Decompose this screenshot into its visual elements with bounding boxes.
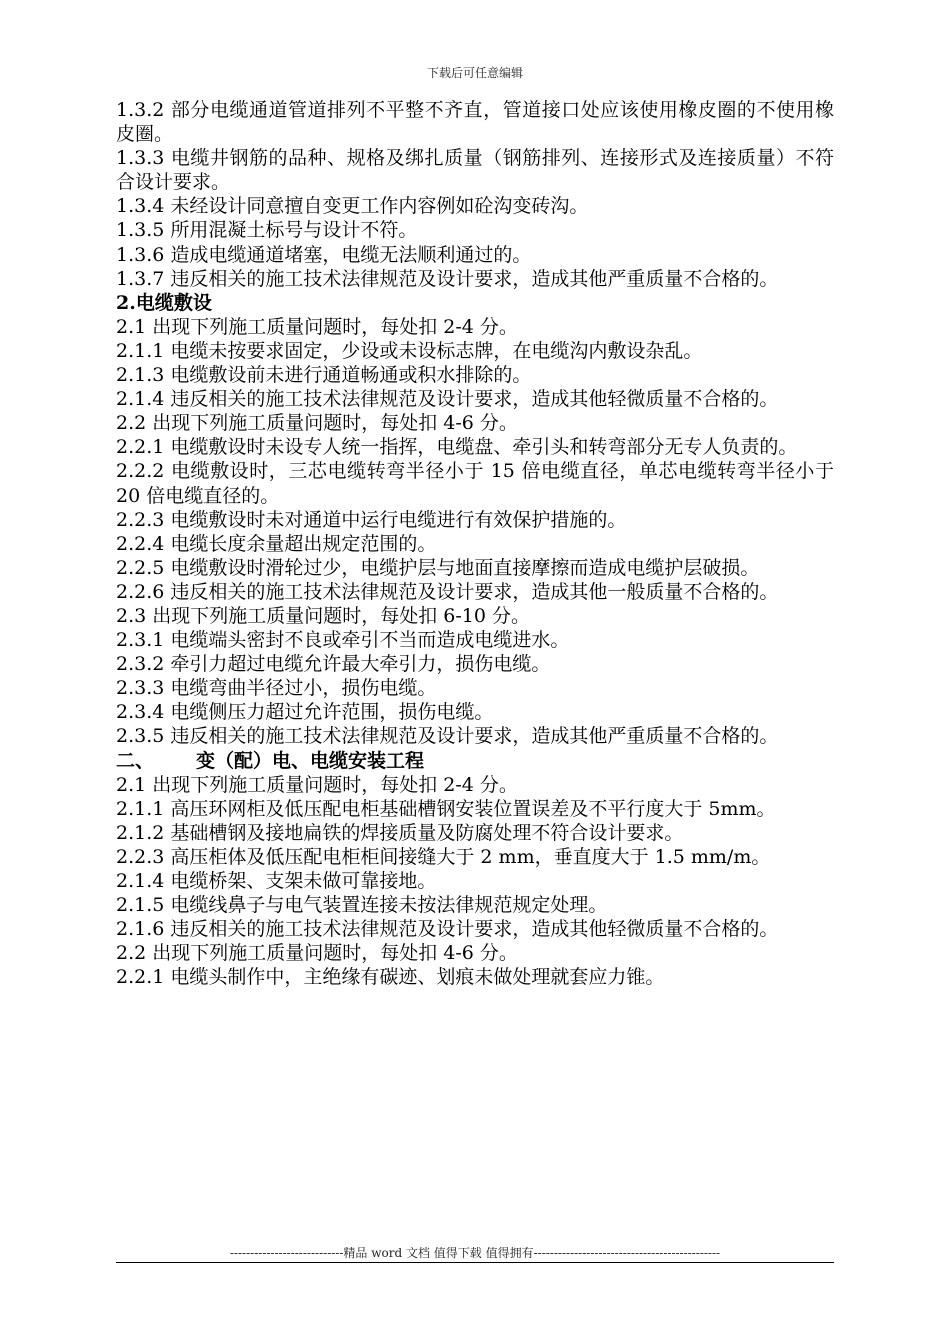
paragraph: 2.2.2 电缆敷设时，三芯电缆转弯半径小于 15 倍电缆直径，单芯电缆转弯半径小于 20 倍电缆直径的。 bbox=[116, 460, 834, 507]
paragraph: 2.2.1 电缆敷设时未设专人统一指挥，电缆盘、牵引头和转弯部分无专人负责的。 bbox=[116, 436, 798, 459]
paragraph: 2.2.3 高压柜体及低压配电柜柜间接缝大于 2 mm，垂直度大于 1.5 mm/m。 bbox=[116, 845, 771, 868]
paragraph: 2.1.1 高压环网柜及低压配电柜基础槽钢安装位置误差及不平行度大于 5mm。 bbox=[116, 797, 776, 820]
paragraph: 2.1 出现下列施工质量问题时，每处扣 2-4 分。 bbox=[116, 315, 518, 338]
chapter-title: 变（配）电、电缆安装工程 bbox=[196, 749, 425, 772]
paragraph: 2.2.6 违反相关的施工技术法律规范及设计要求，造成其他一般质量不合格的。 bbox=[116, 580, 779, 603]
paragraph: 2.3 出现下列施工质量问题时，每处扣 6-10 分。 bbox=[116, 604, 531, 627]
paragraph: 1.3.4 未经设计同意擅自变更工作内容例如砼沟变砖沟。 bbox=[116, 195, 589, 218]
paragraph: 1.3.6 造成电缆通道堵塞，电缆无法顺利通过的。 bbox=[116, 243, 532, 266]
section-heading: 2.电缆敷设 bbox=[116, 291, 212, 314]
footer-divider bbox=[116, 1262, 834, 1263]
paragraph: 1.3.7 违反相关的施工技术法律规范及设计要求，造成其他严重质量不合格的。 bbox=[116, 267, 779, 290]
paragraph: 2.2.5 电缆敷设时滑轮过少，电缆护层与地面直接摩擦而造成电缆护层破损。 bbox=[116, 556, 760, 579]
paragraph: 2.3.4 电缆侧压力超过允许范围，损伤电缆。 bbox=[116, 701, 494, 724]
paragraph: 2.2.3 电缆敷设时未对通道中运行电缆进行有效保护措施的。 bbox=[116, 508, 627, 531]
paragraph: 2.2.1 电缆头制作中，主绝缘有碳迹、划痕未做处理就套应力锥。 bbox=[116, 966, 665, 989]
document-body bbox=[116, 98, 834, 989]
paragraph: 1.3.3 电缆井钢筋的品种、规格及绑扎质量（钢筋排列、连接形式及连接质量）不符合设计要求。 bbox=[116, 147, 834, 194]
paragraph: 1.3.5 所用混凝土标号与设计不符。 bbox=[116, 219, 418, 242]
paragraph: 2.3.1 电缆端头密封不良或牵引不当而造成电缆进水。 bbox=[116, 629, 570, 652]
paragraph: 2.2 出现下列施工质量问题时，每处扣 4-6 分。 bbox=[116, 412, 518, 435]
paragraph: 2.2.4 电缆长度余量超出规定范围的。 bbox=[116, 532, 437, 555]
paragraph: 2.1.4 违反相关的施工技术法律规范及设计要求，造成其他轻微质量不合格的。 bbox=[116, 388, 779, 411]
page-header: 下载后可任意编辑 bbox=[426, 66, 523, 80]
paragraph: 2.1.4 电缆桥架、支架未做可靠接地。 bbox=[116, 870, 437, 892]
paragraph: 2.1.2 基础槽钢及接地扁铁的焊接质量及防腐处理不符合设计要求。 bbox=[116, 821, 684, 844]
paragraph: 2.3.2 牵引力超过电缆允许最大牵引力，损伤电缆。 bbox=[116, 653, 551, 676]
paragraph: 2.1.3 电缆敷设前未进行通道畅通或积水排除的。 bbox=[116, 364, 532, 387]
paragraph: 2.1.1 电缆未按要求固定，少设或未设标志牌，在电缆沟内敷设杂乱。 bbox=[116, 339, 703, 362]
paragraph: 2.1 出现下列施工质量问题时，每处扣 2-4 分。 bbox=[116, 773, 518, 796]
paragraph: 2.2 出现下列施工质量问题时，每处扣 4-6 分。 bbox=[116, 942, 518, 965]
paragraph: 2.1.6 违反相关的施工技术法律规范及设计要求，造成其他轻微质量不合格的。 bbox=[116, 918, 779, 941]
paragraph: 2.1.5 电缆线鼻子与电气装置连接未按法律规范规定处理。 bbox=[116, 894, 608, 917]
paragraph: 2.3.3 电缆弯曲半径过小，损伤电缆。 bbox=[116, 677, 437, 700]
paragraph: 1.3.2 部分电缆通道管道排列不平整不齐直，管道接口处应该使用橡皮圈的不使用橡皮圈。 bbox=[116, 99, 834, 146]
page-footer: ----------------------------精品 word 文档 值得下载 值得拥有---------------------------------------------- bbox=[229, 1246, 721, 1260]
chapter-number: 二、 bbox=[116, 749, 155, 772]
chapter-heading bbox=[116, 749, 834, 773]
paragraph: 2.3.5 违反相关的施工技术法律规范及设计要求，造成其他严重质量不合格的。 bbox=[116, 725, 779, 748]
